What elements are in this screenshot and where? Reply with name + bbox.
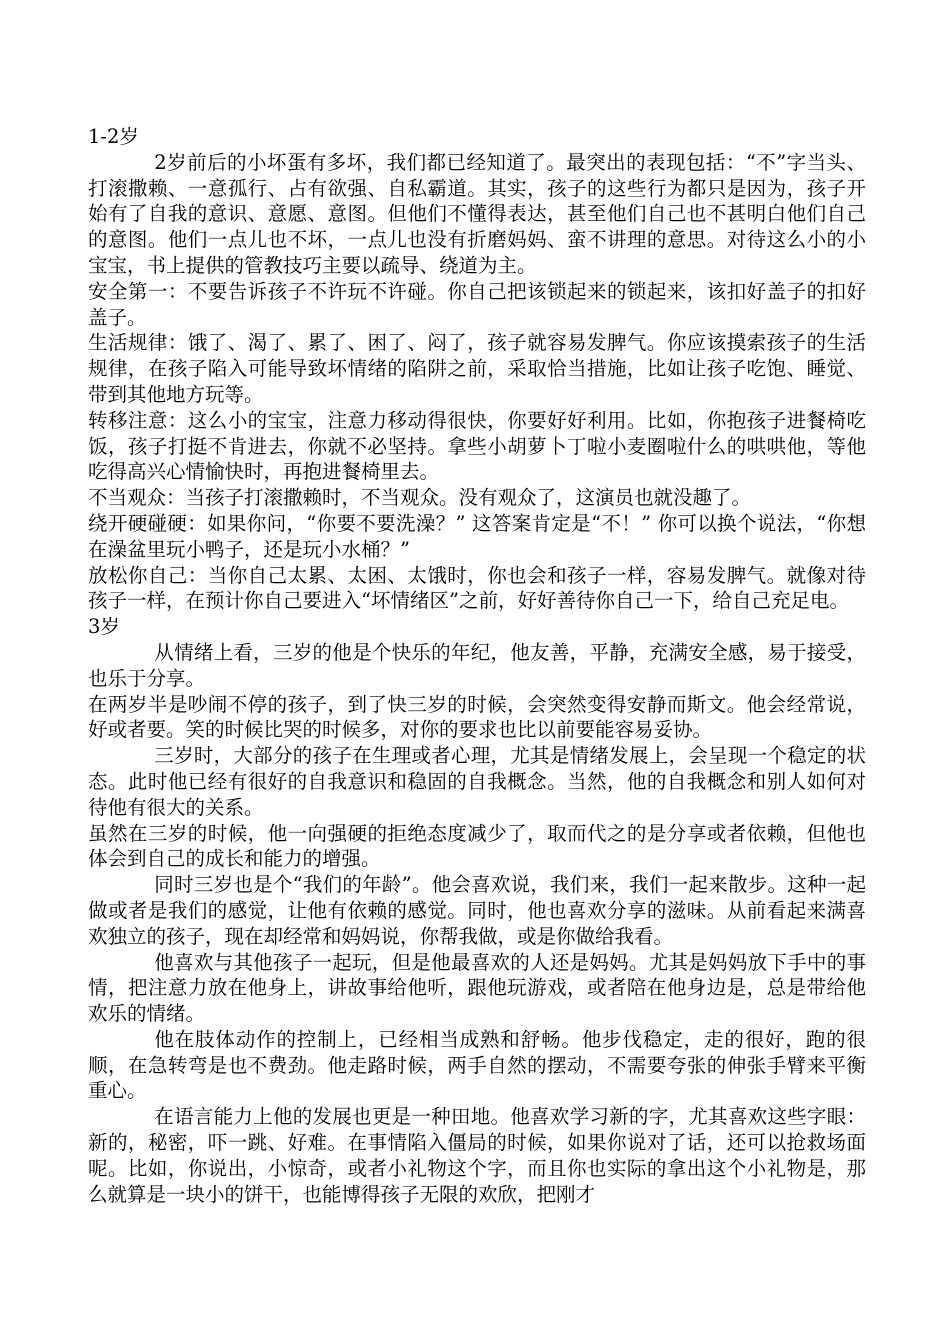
paragraph-motor-control: 他在肢体动作的控制上，已经相当成熟和舒畅。他步伐稳定，走的很好，跑的很顺，在急转弯是也不费劲。他走路时候，两手自然的摆动，不需要夸张的伸张手臂来平衡重心。 — [88, 1027, 866, 1103]
paragraph-language: 在语言能力上他的发展也更是一种田地。他喜欢学习新的字，尤其喜欢这些字眼：新的，秘密，吓一跳、好难。在事情陷入僵局的时候，如果你说对了话，还可以抢救场面呢。比如，你说出，小惊奇，或者小礼物这个字，而且你也实际的拿出这个小礼物是，那么就算是一块小的饼干，也能博得孩子无限的欢欣，把刚才 — [88, 1105, 866, 1206]
paragraph-intro-1-2: 2岁前后的小坏蛋有多坏，我们都已经知道了。最突出的表现包括：“不”字当头、打滚撒赖、一意孤行、占有欲强、自私霸道。其实，孩子的这些行为都只是因为，孩子开始有了自我的意识、意愿、意图。但他们不懂得表达，甚至他们自己也不甚明白他们自己的意图。他们一点儿也不坏，一点儿也没有折磨妈妈、蛮不讲理的意思。对待这么小的小宝宝，书上提供的管教技巧主要以疏导、绕道为主。 — [88, 150, 866, 277]
paragraph-emotion-3: 从情绪上看，三岁的他是个快乐的年纪，他友善，平静，充满安全感，易于接受，也乐于分享。 — [88, 640, 866, 690]
paragraph-safety-first: 安全第一：不要告诉孩子不许玩不许碰。你自己把该锁起来的锁起来，该扣好盖子的扣好盖子。 — [88, 279, 866, 329]
paragraph-no-audience: 不当观众：当孩子打滚撒赖时，不当观众。没有观众了，这演员也就没趣了。 — [88, 486, 752, 510]
section-heading-3: 3岁 — [88, 615, 120, 639]
paragraph-avoid-confrontation: 绕开硬碰硬：如果你问，“你要不要洗澡？” 这答案肯定是“不！” 你可以换个说法，“你想在澡盆里玩小鸭子，还是玩小水桶？” — [88, 511, 866, 561]
paragraph-less-refusal: 虽然在三岁的时候，他一向强硬的拒绝态度减少了，取而代之的是分享或者依赖，但他也体会到自己的成长和能力的增强。 — [88, 821, 866, 871]
paragraph-our-age: 同时三岁也是个“我们的年龄”。他会喜欢说，我们来，我们一起来散步。这种一起做或者是我们的感觉，让他有依赖的感觉。同时，他也喜欢分享的滋味。从前看起来满喜欢独立的孩子，现在却经常和妈妈说，你帮我做，或是你做给我看。 — [88, 873, 866, 948]
section-heading-1-2: 1-2岁 — [88, 125, 139, 148]
document-page — [88, 124, 866, 1207]
paragraph-two-and-half: 在两岁半是吵闹不停的孩子，到了快三岁的时候，会突然变得安静而斯文。他会经常说，好或者要。笑的时候比哭的时候多，对你的要求也比以前要能容易妥协。 — [88, 692, 866, 742]
paragraph-shift-attention: 转移注意：这么小的宝宝，注意力移动得很快，你要好好利用。比如，你抱孩子进餐椅吃饭，孩子打挺不肯进去，你就不必坚持。拿些小胡萝卜丁啦小麦圈啦什么的哄哄他，等他吃得高兴心情愉快时，再抱进餐椅里去。 — [88, 408, 866, 484]
paragraph-life-routine: 生活规律：饿了、渴了、累了、困了、闷了，孩子就容易发脾气。你应该摸索孩子的生活规律，在孩子陷入可能导致坏情绪的陷阱之前，采取恰当措施，比如让孩子吃饱、睡觉、带到其他地方玩等。 — [88, 331, 866, 406]
paragraph-likes-mom: 他喜欢与其他孩子一起玩，但是他最喜欢的人还是妈妈。尤其是妈妈放下手中的事情，把注意力放在他身上，讲故事给他听，跟他玩游戏，或者陪在他身边是，总是带给他欢乐的情绪。 — [88, 950, 866, 1026]
paragraph-stable-state: 三岁时，大部分的孩子在生理或者心理，尤其是情绪发展上，会呈现一个稳定的状态。此时他已经有很好的自我意识和稳固的自我概念。当然，他的自我概念和别人如何对待他有很大的关系。 — [88, 744, 866, 819]
paragraph-relax-yourself: 放松你自己：当你自己太累、太困、太饿时，你也会和孩子一样，容易发脾气。就像对待孩子一样，在预计你自己要进入“坏情绪区”之前，好好善待你自己一下，给自己充足电。 — [88, 563, 866, 613]
